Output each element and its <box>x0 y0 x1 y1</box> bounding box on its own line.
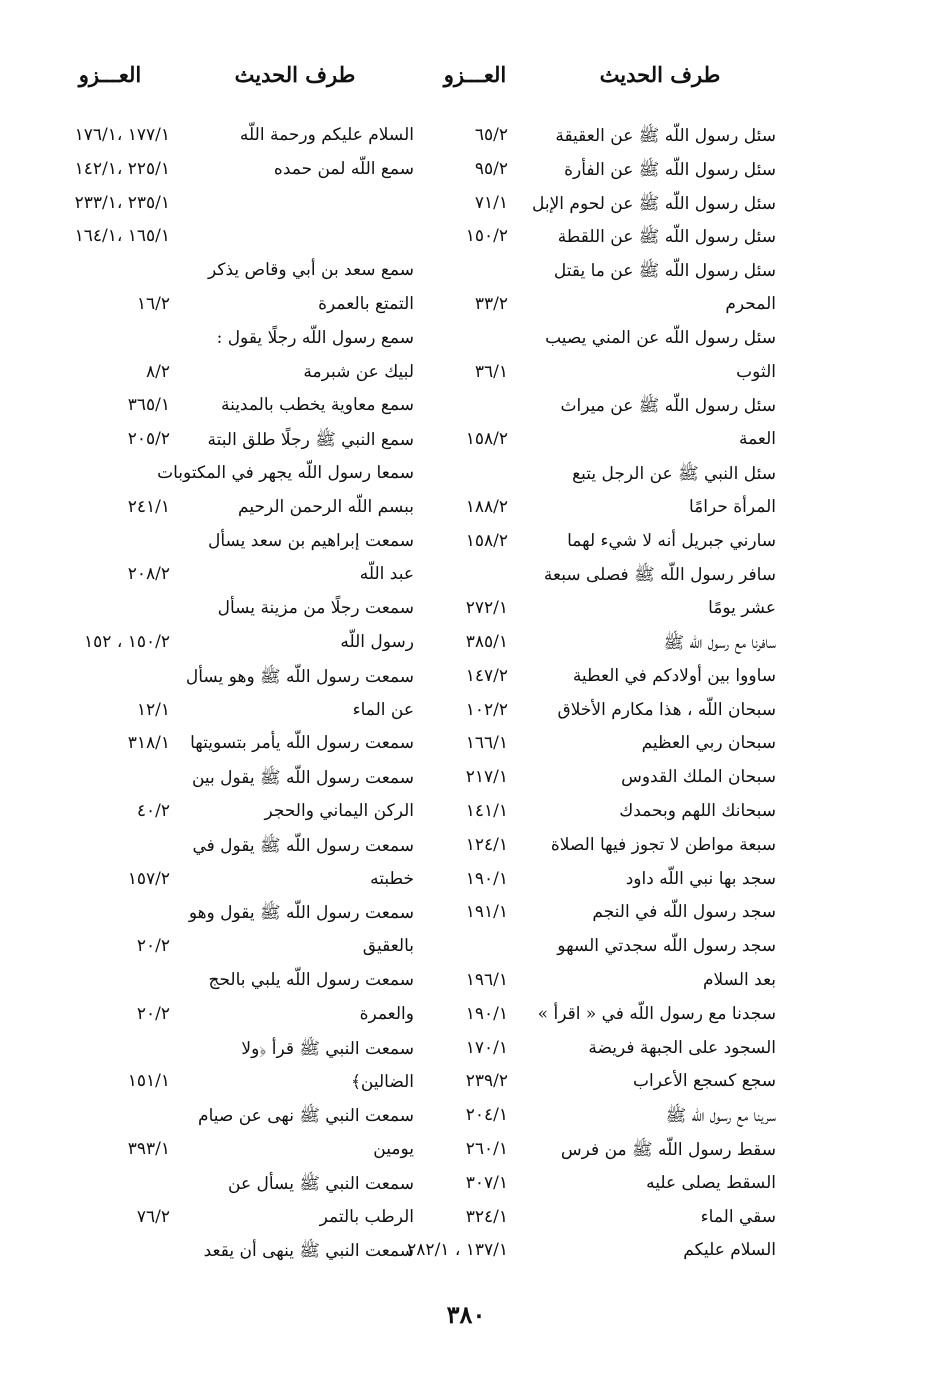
left-ref-cell: ٢٠/٢ <box>136 936 170 957</box>
right-ref-cell: ٣٨٥/١ <box>465 631 508 652</box>
right-ref-cell: ١٩١/١ <box>465 902 508 923</box>
right-ref-cell: ١٥٠/٢ <box>465 226 508 247</box>
left-ref-cell: ٣٦٥/١ <box>127 395 170 416</box>
left-ref-cell: ٤٠/٢ <box>136 800 170 821</box>
right-ref-cell: ٩٥/٢ <box>474 158 508 179</box>
left-ref-cell: ١٧٧/١ ،١٧٦/١ <box>74 125 170 145</box>
left-topic-cell: سمع معاوية يخطب بالمدينة <box>220 395 414 416</box>
left-topic-cell: سمعت رسول اللّه ﷺ يقول وهو <box>188 903 414 924</box>
right-topic-cell: سارني جبريل أنه لا شيء لهما <box>567 530 776 551</box>
table-row <box>0 291 932 325</box>
right-ref-cell: ١٥٨/٢ <box>465 429 508 450</box>
right-topic-cell: سئل رسول اللّه ﷺ عن العقيقة <box>555 126 776 146</box>
table-row <box>0 967 932 1001</box>
right-ref-cell: ١٤١/١ <box>465 800 508 821</box>
left-topic-cell: سمعت رسول اللّه ﷺ يقول في <box>192 835 414 856</box>
right-topic-cell: سئل رسول اللّه ﷺ عن اللقطة <box>557 227 776 248</box>
header-left-ref: العـــزو <box>78 62 142 87</box>
table-row <box>0 257 932 291</box>
left-topic-cell: سمع اللّه لمن حمده <box>273 158 414 179</box>
table-row <box>0 697 932 731</box>
right-topic-cell: سبحان اللّه ، هذا مكارم الأخلاق <box>557 699 776 720</box>
right-ref-cell: ١٣٧/١ ، ٢٨٢/١ <box>407 1240 508 1261</box>
right-topic-cell: سبحان الملك القدوس <box>621 767 776 788</box>
left-topic-cell: سمعت رجلًا من مزينة يسأل <box>217 598 414 619</box>
right-topic-cell: سجع كسجع الأعراب <box>632 1071 776 1092</box>
left-ref-cell: ١٥٧/٢ <box>127 868 170 889</box>
right-topic-cell: سجد رسول اللّه سجدتي السهو <box>557 936 776 957</box>
right-ref-cell: ٣٠٧/١ <box>465 1172 508 1193</box>
left-topic-cell: سمعا رسول اللّه يجهر في المكتوبات <box>157 462 414 483</box>
left-topic-cell: والعمرة <box>359 1003 414 1024</box>
left-topic-cell: سمعت النبي ﷺ يسأل عن <box>228 1173 414 1194</box>
right-topic-cell: سئل رسول اللّه ﷺ عن الفأرة <box>564 159 776 180</box>
left-ref-cell: ٨/٢ <box>146 361 170 382</box>
right-ref-cell: ٣٦/١ <box>474 361 508 382</box>
right-ref-cell: ١٤٧/٢ <box>465 665 508 686</box>
left-ref-cell: ١٢/١ <box>136 699 170 720</box>
right-topic-cell: سجد بها نبي اللّه داود <box>625 868 776 889</box>
right-ref-cell: ٢٣٩/٢ <box>465 1071 508 1092</box>
left-ref-cell: ٢٠٥/٢ <box>127 429 170 450</box>
table-row <box>0 426 932 460</box>
right-topic-cell: سافر رسول اللّه ﷺ فصلى سبعة <box>543 565 776 586</box>
left-ref-cell: ٣٩٣/١ <box>127 1138 170 1159</box>
left-topic-cell: عبد اللّه <box>359 564 414 585</box>
table-row <box>0 460 932 494</box>
right-topic-cell: سرينا مع رسول اللّه ﷺ <box>665 1106 776 1127</box>
table-row <box>0 1237 932 1271</box>
left-ref-cell: ١٥٠/٢ ، ١٥٢ <box>84 631 170 652</box>
left-topic-cell: عن الماء <box>352 699 414 720</box>
table-row <box>0 832 932 866</box>
left-topic-cell: الضالين﴾ <box>350 1072 414 1093</box>
left-ref-cell: ٢٢٥/١ ،١٤٢/١ <box>74 158 170 179</box>
index-table <box>0 122 932 1271</box>
table-row <box>0 1136 932 1170</box>
table-row <box>0 1035 932 1069</box>
left-topic-cell: سمعت رسول اللّه يلبي بالحج <box>208 969 414 990</box>
table-row <box>0 359 932 393</box>
right-ref-cell: ٧١/١ <box>474 192 508 213</box>
table-row <box>0 663 932 697</box>
table-row <box>0 899 932 933</box>
right-topic-cell: سبعة مواطن لا تجوز فيها الصلاة <box>550 834 776 855</box>
table-row <box>0 730 932 764</box>
left-topic-cell: سمعت رسول اللّه ﷺ يقول بين <box>191 768 414 789</box>
left-ref-cell: ٢٠٨/٢ <box>127 564 170 585</box>
right-topic-cell: السلام عليكم <box>683 1240 776 1261</box>
left-topic-cell: خطبته <box>370 868 414 889</box>
table-row <box>0 764 932 798</box>
left-topic-cell: سمعت رسول اللّه يأمر بتسويتها <box>190 733 414 754</box>
table-row <box>0 528 932 562</box>
header-right-ref: العـــزو <box>443 62 507 87</box>
right-topic-cell: سئل رسول اللّه ﷺ عن لحوم الإبل <box>531 193 776 214</box>
table-row <box>0 629 932 663</box>
right-ref-cell: ١٩٠/١ <box>465 1003 508 1024</box>
left-topic-cell: رسول اللّه <box>340 631 414 652</box>
left-topic-cell: يومين <box>373 1138 414 1159</box>
page-number: ٣٨٠ <box>446 1300 486 1329</box>
left-topic-cell: سمعت النبي ﷺ قرأ ﴿ولا <box>241 1038 414 1059</box>
right-topic-cell: السقط يصلى عليه <box>646 1172 776 1193</box>
table-row <box>0 1102 932 1136</box>
table-row <box>0 122 932 156</box>
table-row <box>0 190 932 224</box>
table-row <box>0 1001 932 1035</box>
left-topic-cell: سمعت رسول اللّه ﷺ وهو يسأل <box>185 666 414 687</box>
right-ref-cell: ١٥٨/٢ <box>465 530 508 551</box>
right-topic-cell: سبحانك اللهم وبحمدك <box>619 800 776 821</box>
right-ref-cell: ٣٢٤/١ <box>465 1206 508 1227</box>
right-ref-cell: ٢٦٠/١ <box>465 1138 508 1159</box>
right-topic-cell: سئل رسول اللّه ﷺ عن ما يقتل <box>553 261 776 282</box>
right-topic-cell: سافرنا مع رسول اللّه ﷺ <box>663 632 776 653</box>
right-topic-cell: سجدنا مع رسول اللّه في « اقرأ » <box>537 1003 776 1024</box>
right-ref-cell: ١٢٤/١ <box>465 834 508 855</box>
right-topic-cell: سقي الماء <box>700 1206 776 1227</box>
right-ref-cell: ٢١٧/١ <box>465 767 508 788</box>
table-row <box>0 1204 932 1238</box>
left-topic-cell: لبيك عن شبرمة <box>303 361 414 382</box>
left-topic-cell: سمعت إبراهيم بن سعد يسأل <box>207 530 414 551</box>
right-ref-cell: ٢٧٢/١ <box>465 598 508 619</box>
right-topic-cell: سقط رسول اللّه ﷺ من فرس <box>560 1139 776 1160</box>
right-ref-cell: ٢٠٤/١ <box>465 1105 508 1126</box>
right-topic-cell: ساووا بين أولادكم في العطية <box>572 665 776 686</box>
left-topic-cell: سمع النبي ﷺ رجلًا طلق البتة <box>207 430 414 451</box>
left-ref-cell: ٢٠/٢ <box>136 1003 170 1024</box>
right-topic-cell: عشر يومًا <box>708 598 776 619</box>
table-row <box>0 866 932 900</box>
left-topic-cell: بالعقيق <box>362 936 414 957</box>
right-ref-cell: ١٩٦/١ <box>465 969 508 990</box>
right-topic-cell: العمة <box>738 429 776 450</box>
right-ref-cell: ١٦٦/١ <box>465 733 508 754</box>
table-row <box>0 325 932 359</box>
right-topic-cell: سئل النبي ﷺ عن الرجل يتبع <box>572 463 776 484</box>
left-topic-cell: السلام عليكم ورحمة اللّه <box>239 125 414 145</box>
right-topic-cell: سئل رسول اللّه عن المني يصيب <box>545 327 776 348</box>
right-ref-cell: ١٠٢/٢ <box>465 699 508 720</box>
left-topic-cell: سمعت النبي ﷺ نهى عن صيام <box>198 1106 414 1127</box>
header-left-topic: طرف الحديث <box>234 62 356 87</box>
left-topic-cell: ببسم اللّه الرحمن الرحيم <box>238 496 414 517</box>
table-row <box>0 595 932 629</box>
right-topic-cell: سئل رسول اللّه ﷺ عن ميراث <box>560 396 776 417</box>
left-topic-cell: التمتع بالعمرة <box>318 293 414 314</box>
right-topic-cell: المرأة حرامًا <box>688 496 776 517</box>
right-ref-cell: ١٩٠/١ <box>465 868 508 889</box>
right-ref-cell: ٦٥/٢ <box>474 125 508 145</box>
table-row <box>0 561 932 595</box>
left-ref-cell: ٣١٨/١ <box>127 733 170 754</box>
header-right-topic: طرف الحديث <box>599 62 721 87</box>
right-topic-cell: المحرم <box>725 293 776 314</box>
table-row <box>0 156 932 190</box>
left-ref-cell: ١٥١/١ <box>127 1071 170 1092</box>
right-ref-cell: ١٨٨/٢ <box>465 496 508 517</box>
right-topic-cell: الثوب <box>736 361 776 382</box>
right-topic-cell: سجد رسول اللّه في النجم <box>592 902 776 923</box>
table-row <box>0 223 932 257</box>
right-topic-cell: السجود على الجبهة فريضة <box>588 1037 776 1058</box>
table-row <box>0 1170 932 1204</box>
left-topic-cell: الركن اليماني والحجر <box>264 800 414 821</box>
left-ref-cell: ١٦/٢ <box>136 293 170 314</box>
table-row <box>0 494 932 528</box>
right-ref-cell: ٣٣/٢ <box>474 293 508 314</box>
table-row <box>0 933 932 967</box>
left-topic-cell: سمعت النبي ﷺ ينهى أن يقعد <box>203 1241 414 1262</box>
left-ref-cell: ٢٣٥/١ ،٢٣٣/١ <box>74 192 170 213</box>
right-topic-cell: بعد السلام <box>703 969 776 990</box>
table-row <box>0 798 932 832</box>
left-topic-cell: سمع رسول اللّه رجلًا يقول : <box>216 327 414 348</box>
table-row <box>0 1068 932 1102</box>
left-ref-cell: ١٦٥/١ ،١٦٤/١ <box>74 226 170 247</box>
right-ref-cell: ١٧٠/١ <box>465 1037 508 1058</box>
right-topic-cell: سبحان ربي العظيم <box>641 733 776 754</box>
table-row <box>0 392 932 426</box>
left-ref-cell: ٢٤١/١ <box>127 496 170 517</box>
left-topic-cell: الرطب بالتمر <box>319 1206 414 1227</box>
left-topic-cell: سمع سعد بن أبي وقاص يذكر <box>207 260 414 281</box>
left-ref-cell: ٧٦/٢ <box>136 1206 170 1227</box>
